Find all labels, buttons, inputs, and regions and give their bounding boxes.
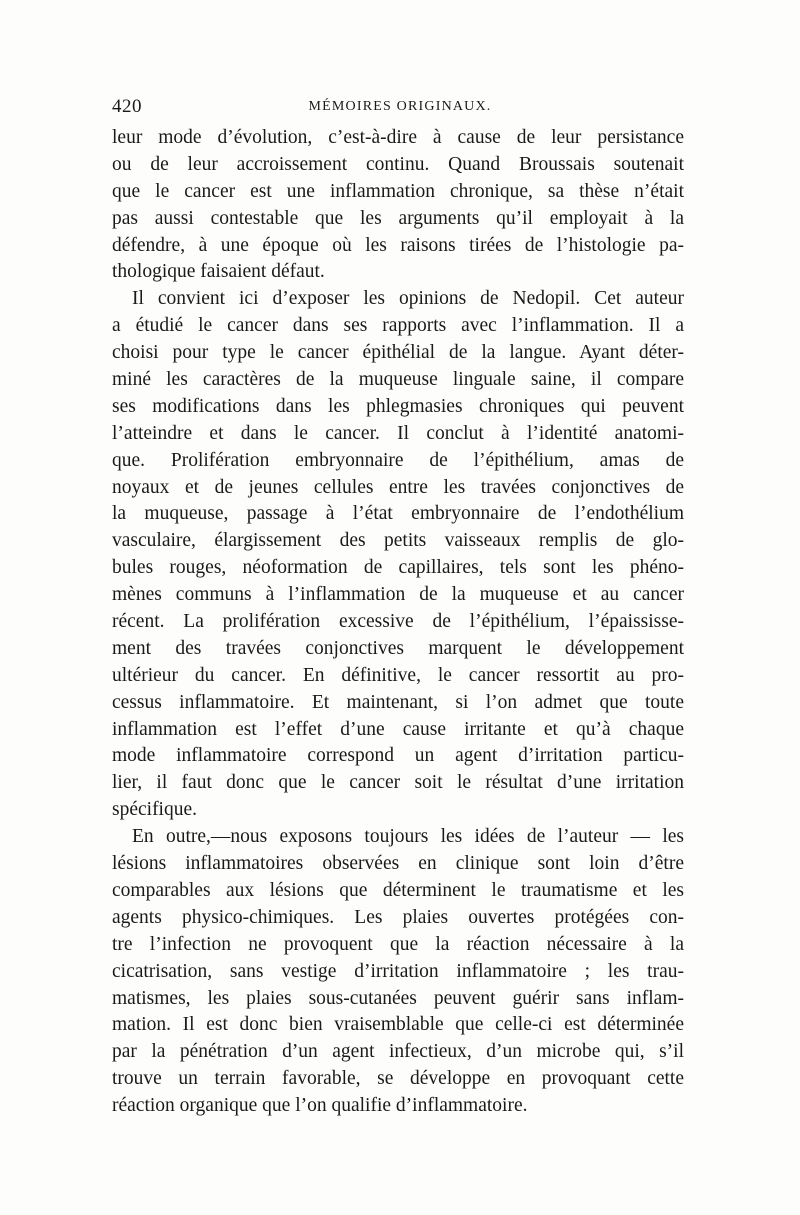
text-line: Il convient ici d’exposer les opinions de Nedopil. Cet auteur bbox=[132, 288, 684, 310]
text-line: lier, il faut donc que le cancer soit le résultat d’une irritation bbox=[112, 772, 684, 794]
text-line: ses modifications dans les phlegmasies chroniques qui peuvent bbox=[112, 395, 684, 417]
text-line: trouve un terrain favorable, se développe en provoquant cette bbox=[112, 1068, 684, 1090]
text-line: mation. Il est donc bien vraisemblable que celle-ci est déterminée bbox=[112, 1014, 684, 1036]
text-line: spécifique. bbox=[112, 799, 198, 821]
text-line: choisi pour type le cancer épithélial de la langue. Ayant déter- bbox=[112, 342, 684, 364]
running-header bbox=[112, 96, 688, 120]
text-line: cessus inflammatoire. Et maintenant, si l’on admet que toute bbox=[112, 691, 684, 713]
text-line: a étudié le cancer dans ses rapports avec l’inflammation. Il a bbox=[112, 315, 684, 337]
body-text bbox=[112, 125, 684, 1120]
paragraph bbox=[112, 286, 684, 824]
text-line: mènes communs à l’inflammation de la muqueuse et au cancer bbox=[112, 584, 684, 606]
text-line: défendre, à une époque où les raisons tirées de l’histologie pa- bbox=[112, 234, 684, 256]
text-line: ment des travées conjonctives marquent le développement bbox=[112, 637, 684, 659]
text-line: récent. La prolifération excessive de l’épithélium, l’épaississe- bbox=[112, 611, 684, 633]
text-line: la muqueuse, passage à l’état embryonnaire de l’endothélium bbox=[112, 503, 684, 525]
text-line: par la pénétration d’un agent infectieux, d’un microbe qui, s’il bbox=[112, 1041, 684, 1063]
text-line: vasculaire, élargissement des petits vaisseaux remplis de glo- bbox=[112, 530, 684, 552]
paragraph bbox=[112, 824, 684, 1120]
text-line: réaction organique que l’on qualifie d’inflammatoire. bbox=[112, 1095, 528, 1117]
text-line: leur mode d’évolution, c’est-à-dire à cause de leur persistance bbox=[112, 127, 684, 148]
text-line: cicatrisation, sans vestige d’irritation inflammatoire ; les trau- bbox=[112, 960, 684, 982]
text-line: matismes, les plaies sous-cutanées peuvent guérir sans inflam- bbox=[112, 987, 684, 1009]
text-line: inflammation est l’effet d’une cause irritante et qu’à chaque bbox=[112, 718, 684, 740]
text-line: l’atteindre et dans le cancer. Il conclut à l’identité anatomi- bbox=[112, 422, 684, 444]
text-line: ultérieur du cancer. En définitive, le cancer ressortit au pro- bbox=[112, 664, 684, 686]
text-line: que le cancer est une inflammation chronique, sa thèse n’était bbox=[112, 180, 684, 202]
page-number: 420 bbox=[112, 96, 142, 117]
text-line: En outre,—nous exposons toujours les idées de l’auteur — les bbox=[132, 826, 684, 848]
text-line: noyaux et de jeunes cellules entre les travées conjonctives de bbox=[112, 476, 684, 498]
text-line: ou de leur accroissement continu. Quand Broussais soutenait bbox=[112, 153, 684, 175]
text-line: que. Prolifération embryonnaire de l’épithélium, amas de bbox=[112, 449, 684, 471]
running-title: MÉMOIRES ORIGINAUX. bbox=[308, 99, 492, 114]
text-line: miné les caractères de la muqueuse linguale saine, il compare bbox=[112, 369, 684, 391]
paragraph bbox=[112, 125, 684, 286]
text-line: mode inflammatoire correspond un agent d’irritation particu- bbox=[112, 745, 684, 767]
text-line: thologique faisaient défaut. bbox=[112, 261, 325, 283]
text-line: agents physico-chimiques. Les plaies ouvertes protégées con- bbox=[112, 906, 684, 928]
text-line: pas aussi contestable que les arguments qu’il employait à la bbox=[112, 207, 684, 229]
text-line: bules rouges, néoformation de capillaires, tels sont les phéno- bbox=[112, 557, 684, 579]
text-line: comparables aux lésions que déterminent le traumatisme et les bbox=[112, 879, 684, 901]
text-line: tre l’infection ne provoquent que la réaction nécessaire à la bbox=[112, 933, 684, 955]
text-line: lésions inflammatoires observées en clinique sont loin d’être bbox=[112, 853, 684, 875]
